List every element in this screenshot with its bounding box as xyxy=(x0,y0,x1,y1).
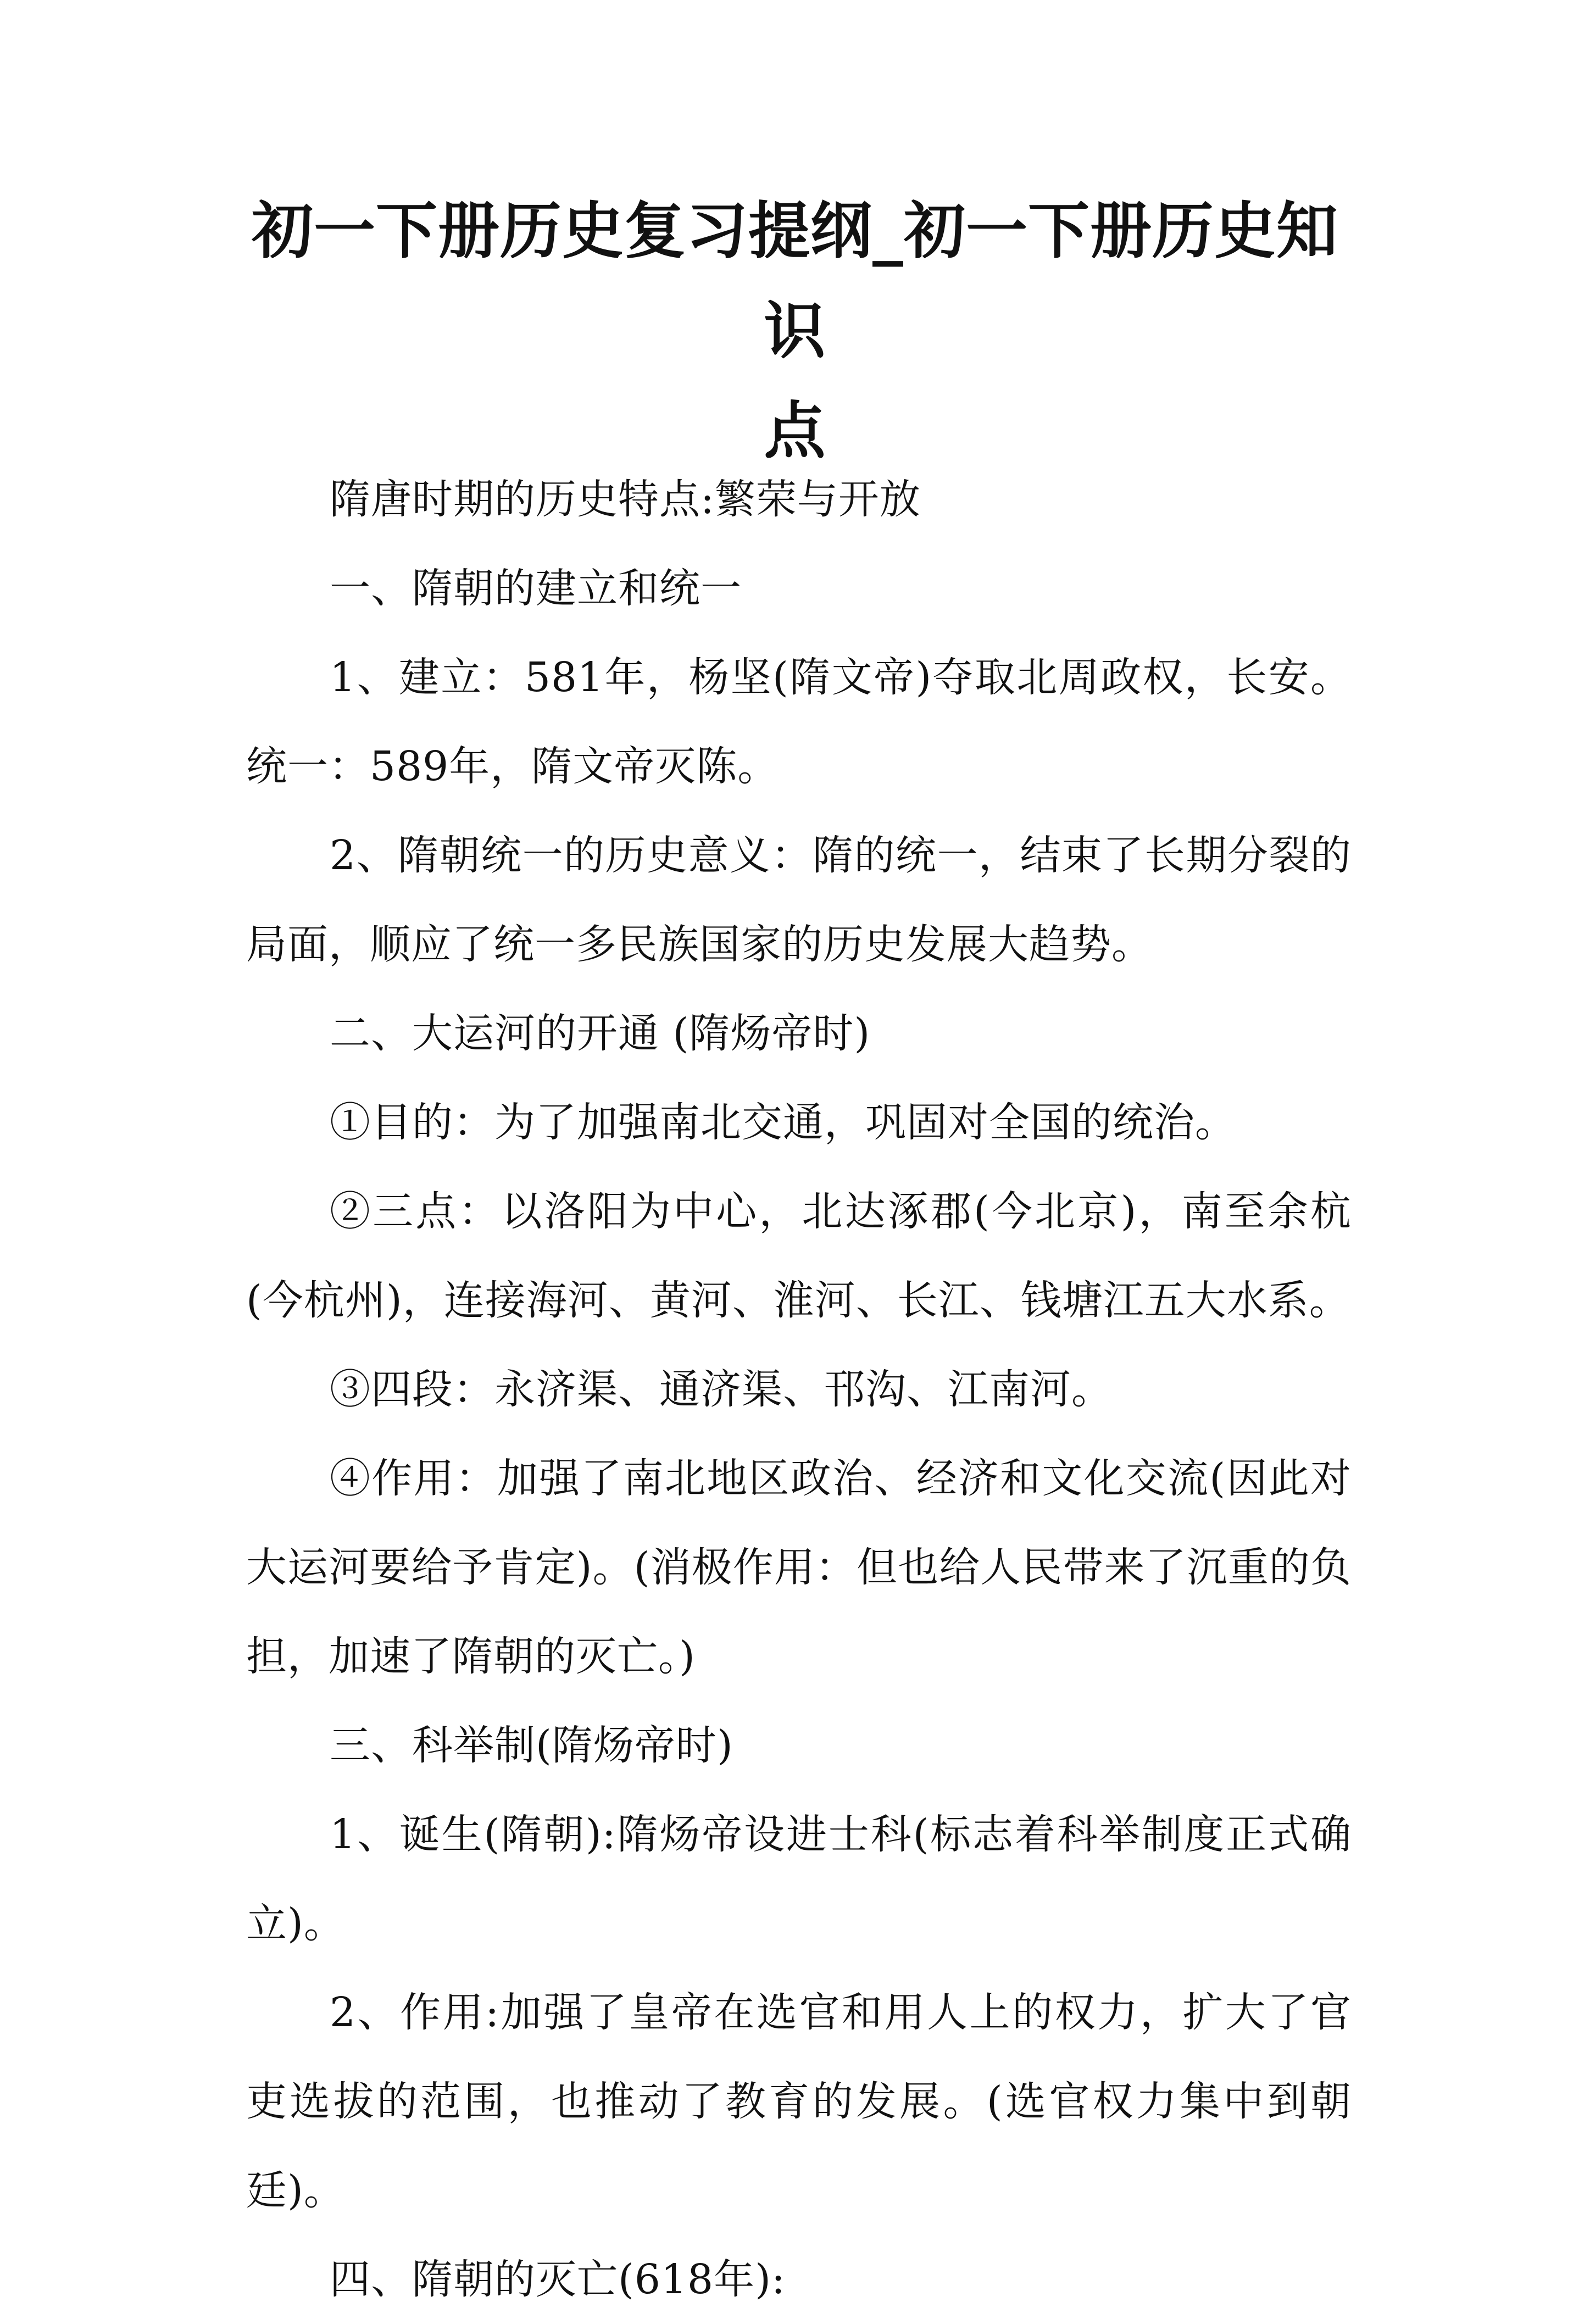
paragraph-exam-effects: 2、作用:加强了皇帝在选官和用人上的权力，扩大了官吏选拔的范围，也推动了教育的发展。(选官权力集中到朝廷)。 xyxy=(246,1989,1352,2214)
paragraph-canal-effects: ④作用：加强了南北地区政治、经济和文化交流(因此对大运河要给予肯定)。(消极作用：但也给人民带来了沉重的负担，加速了隋朝的灭亡。) xyxy=(246,1455,1352,1680)
document-title xyxy=(242,181,1348,481)
paragraph-sui-unification-significance: 2、隋朝统一的历史意义：隋的统一，结束了长期分裂的局面，顺应了统一多民族国家的历史发展大趋势。 xyxy=(246,832,1352,968)
section-heading-sui-fall: 四、隋朝的灭亡(618年): xyxy=(330,2256,786,2303)
section-heading-sui-establishment: 一、隋朝的建立和统一 xyxy=(330,565,742,612)
paragraph-canal-four-sections: ③四段：永济渠、通济渠、邗沟、江南河。 xyxy=(330,1366,1113,1413)
paragraph-exam-origin: 1、诞生(隋朝):隋炀帝设进士科(标志着科举制度正式确立)。 xyxy=(246,1811,1352,1947)
document-title-line-2: 点 xyxy=(764,395,826,467)
section-heading-grand-canal: 二、大运河的开通 (隋炀帝时) xyxy=(330,1010,871,1057)
section-heading-imperial-exam: 三、科举制(隋炀帝时) xyxy=(330,1722,733,1769)
paragraph-sui-establishment: 1、建立：581年，杨坚(隋文帝)夺取北周政权，长安。统一：589年，隋文帝灭陈。 xyxy=(246,654,1352,790)
paragraph-canal-three-points: ②三点：以洛阳为中心，北达涿郡(今北京)，南至余杭(今杭州)，连接海河、黄河、淮河、长江、钱塘江五大水系。 xyxy=(246,1188,1352,1324)
paragraph-period-feature: 隋唐时期的历史特点:繁荣与开放 xyxy=(330,476,921,523)
document-body xyxy=(246,455,1352,2324)
paragraph-canal-purpose: ①目的：为了加强南北交通，巩固对全国的统治。 xyxy=(330,1099,1236,1146)
document-title-line-1: 初一下册历史复习提纲_初一下册历史知识 xyxy=(252,195,1338,367)
